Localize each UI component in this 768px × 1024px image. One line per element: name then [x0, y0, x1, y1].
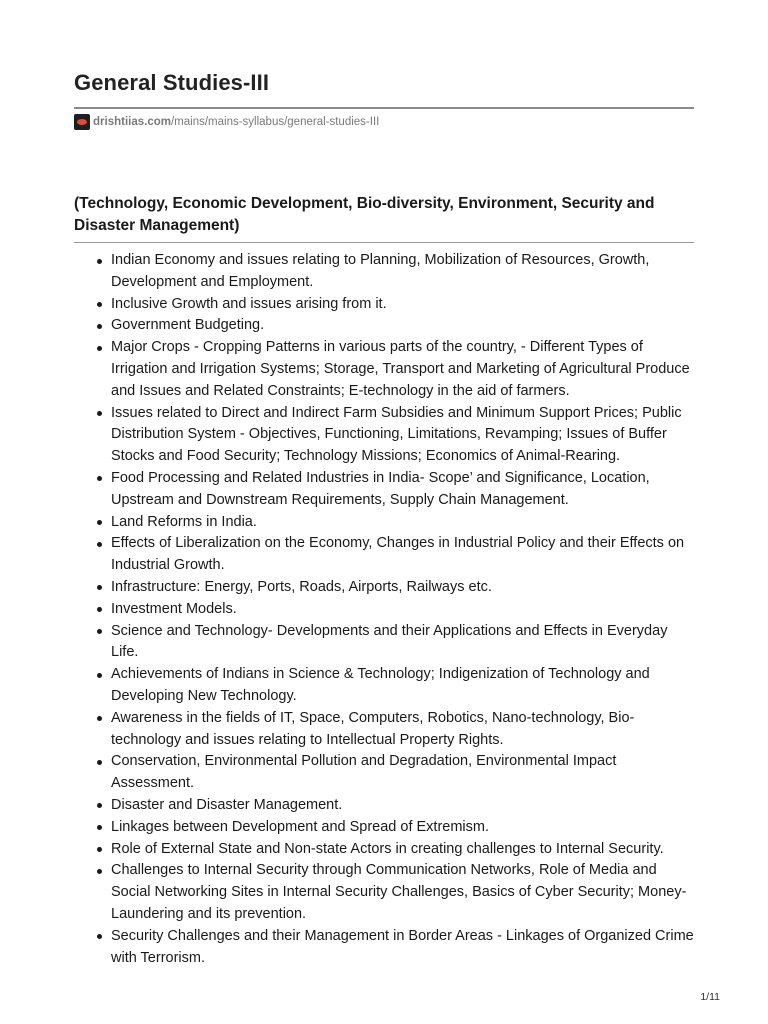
syllabus-topic-item: Science and Technology- Developments and their Applications and Effects in Everyday Life.: [74, 621, 694, 665]
syllabus-topic-item: Inclusive Growth and issues arising from it.: [74, 294, 694, 316]
source-link[interactable]: [74, 114, 379, 130]
title-divider: [74, 107, 694, 109]
syllabus-topic-list: [74, 250, 694, 969]
syllabus-topic-item: Infrastructure: Energy, Ports, Roads, Airports, Railways etc.: [74, 577, 694, 599]
source-path: /mains/mains-syllabus/general-studies-III: [170, 116, 380, 128]
syllabus-topic-item: Indian Economy and issues relating to Planning, Mobilization of Resources, Growth, Development and Employment.: [74, 250, 694, 294]
section-subtitle: (Technology, Economic Development, Bio-diversity, Environment, Security and Disaster Management): [74, 195, 655, 234]
syllabus-topic-item: Issues related to Direct and Indirect Farm Subsidies and Minimum Support Prices; Public Distribution System - Objectives, Functioning, Limitations, Revamping; Issues of Buffer Stocks and Food Security; Technology Missions; Economics of Animal-Rearing.: [74, 403, 694, 468]
syllabus-topic-item: Food Processing and Related Industries in India- Scope’ and Significance, Location, Upstream and Downstream Requirements, Supply Chain Management.: [74, 468, 694, 512]
syllabus-topic-item: Investment Models.: [74, 599, 694, 621]
subtitle-divider: [74, 242, 694, 243]
syllabus-topic-item: Major Crops - Cropping Patterns in various parts of the country, - Different Types of Irrigation and Irrigation Systems; Storage, Transport and Marketing of Agricultural Produce and Issues and Related Constraints; E-technology in the aid of farmers.: [74, 337, 694, 402]
syllabus-topic-item: Awareness in the fields of IT, Space, Computers, Robotics, Nano-technology, Bio-technology and issues relating to Intellectual Property Rights.: [74, 708, 694, 752]
syllabus-topic-item: Disaster and Disaster Management.: [74, 795, 694, 817]
syllabus-topic-item: Land Reforms in India.: [74, 512, 694, 534]
syllabus-topic-item: Role of External State and Non-state Actors in creating challenges to Internal Security.: [74, 839, 694, 861]
syllabus-topic-item: Challenges to Internal Security through Communication Networks, Role of Media and Social Networking Sites in Internal Security Challenges, Basics of Cyber Security; Money-Laundering and its prevention.: [74, 860, 694, 925]
syllabus-topic-item: Effects of Liberalization on the Economy, Changes in Industrial Policy and their Effects on Industrial Growth.: [74, 533, 694, 577]
page-title: General Studies-III: [74, 70, 270, 95]
syllabus-topic-item: Security Challenges and their Management in Border Areas - Linkages of Organized Crime with Terrorism.: [74, 926, 694, 970]
syllabus-topic-item: Government Budgeting.: [74, 315, 694, 337]
syllabus-topic-item: Linkages between Development and Spread of Extremism.: [74, 817, 694, 839]
page-number: 1/11: [700, 991, 720, 1003]
syllabus-topic-item: Achievements of Indians in Science & Technology; Indigenization of Technology and Developing New Technology.: [74, 664, 694, 708]
site-logo-icon: [74, 114, 90, 130]
source-domain: drishtiias.com: [93, 116, 171, 128]
syllabus-topic-item: Conservation, Environmental Pollution and Degradation, Environmental Impact Assessment.: [74, 751, 694, 795]
